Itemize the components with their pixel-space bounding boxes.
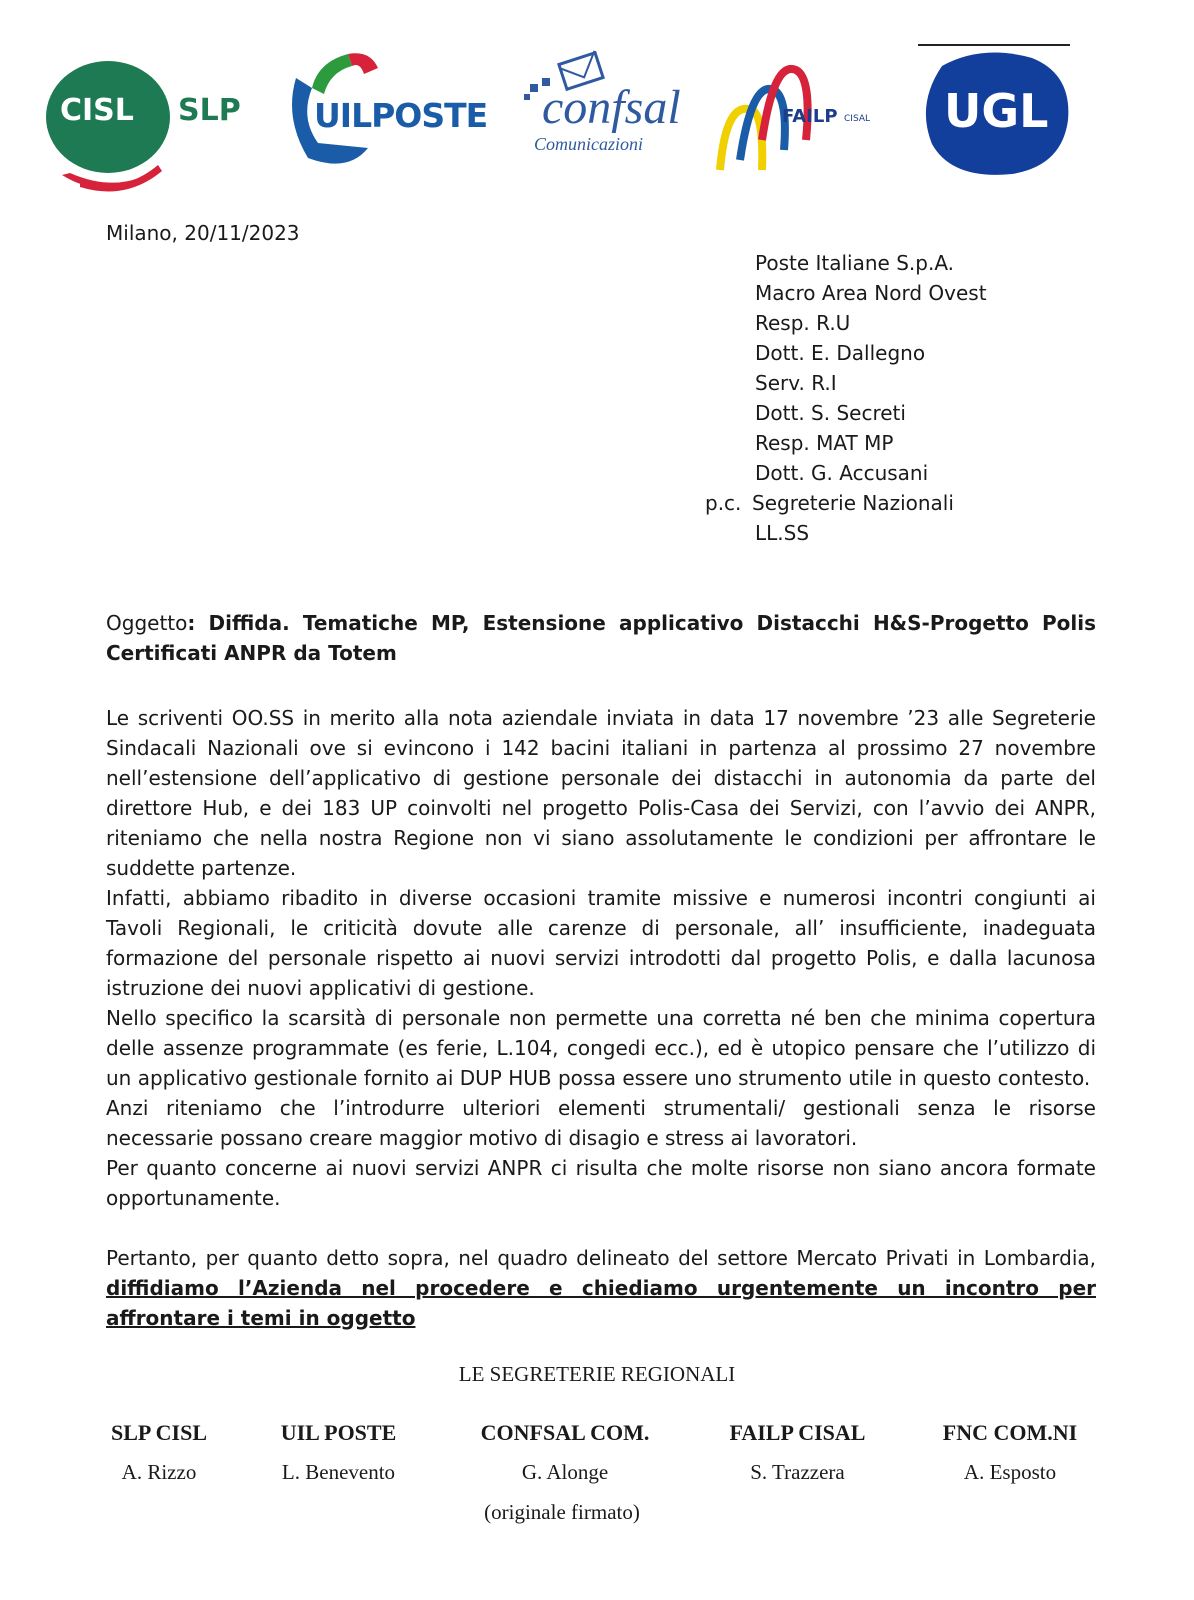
cisal-small-text: CISAL xyxy=(844,114,870,124)
recipient-line: Segreterie Nazionali xyxy=(752,491,954,515)
recipient-line: Dott. G. Accusani xyxy=(755,461,929,485)
recipient-line: Serv. R.I xyxy=(755,371,837,395)
recipient-line: Poste Italiane S.p.A. xyxy=(755,251,955,275)
cc-prefix: p.c. xyxy=(705,491,742,515)
subject-label: Oggetto xyxy=(106,611,188,635)
subject-line xyxy=(106,608,1096,668)
signature-org: UIL POSTE xyxy=(280,1420,397,1445)
signature-failp-cisal xyxy=(710,1420,885,1485)
slp-logo-text: SLP xyxy=(178,93,241,128)
signature-org: CONFSAL COM. xyxy=(480,1420,650,1445)
letter-date: Milano, 20/11/2023 xyxy=(106,221,300,245)
ugl-top-rule xyxy=(918,44,1070,46)
confsal-logo-text: confsal xyxy=(542,81,681,134)
confsal-logo xyxy=(500,48,681,168)
closing-demand: diffidiamo l’Azienda nel procedere e chiediamo urgentemente un incontro per affrontare i temi in oggetto xyxy=(106,1276,1096,1330)
signature-fnc-comni xyxy=(925,1420,1095,1485)
recipient-line: Dott. E. Dallegno xyxy=(755,341,926,365)
closing-intro: Pertanto, per quanto detto sopra, nel quadro delineato del settore Mercato Privati in Lombardia, xyxy=(106,1246,1096,1270)
body-closing-paragraph xyxy=(106,1243,1096,1333)
signature-name: A. Esposto xyxy=(963,1460,1057,1484)
letter-body xyxy=(106,703,1096,1333)
signature-org: FNC COM.NI xyxy=(942,1420,1078,1445)
uilposte-logo-text: UILPOSTE xyxy=(314,96,488,135)
body-paragraph: Anzi riteniamo che l’introdurre ulteriori elementi strumentali/ gestionali senza le risorse necessarie possano creare maggior motivo di disagio e stress ai lavoratori. xyxy=(106,1096,1096,1150)
body-paragraph: Nello specifico la scarsità di personale non permette una corretta né ben che minima copertura delle assenze programmate (es ferie, L.104, congedi ecc.), ed è utopico pensare che l’utilizzo di un applicativo gestionale fornito ai DUP HUB possa essere uno strumento utile in questo contesto. xyxy=(106,1006,1096,1090)
recipient-line: Resp. MAT MP xyxy=(755,431,894,455)
signature-org: SLP CISL xyxy=(111,1420,207,1445)
body-paragraph: Per quanto concerne ai nuovi servizi ANPR ci risulta che molte risorse non siano ancora formate opportunamente. xyxy=(106,1156,1096,1210)
uilposte-logo xyxy=(278,48,488,168)
recipient-line: Dott. S. Secreti xyxy=(755,401,906,425)
recipient-line: Macro Area Nord Ovest xyxy=(755,281,987,305)
ugl-logo-text: UGL xyxy=(944,84,1049,138)
signature-name: L. Benevento xyxy=(281,1460,396,1484)
body-paragraph: Infatti, abbiamo ribadito in diverse occasioni tramite missive e numerosi incontri congiunti ai Tavoli Regionali, le criticità dovute alle carenze di personale, all’ insufficiente, inadeguata formazione del personale rispetto ai nuovi servizi introdotti dal progetto Polis, e dalla lacunosa istruzione dei nuovi applicativi di gestione. xyxy=(106,886,1096,1000)
cisl-slp-logo xyxy=(40,55,255,195)
body-paragraph: Le scriventi OO.SS in merito alla nota aziendale inviata in data 17 novembre ’23 alle Segreterie Sindacali Nazionali ove si evincono i 142 bacini italiani in partenza al prossimo 27 novembre nell’estensione dell’applicativo di gestione personale dei distacchi in autonomia da parte del direttore Hub, e dei 183 UP coinvolti nel progetto Polis-Casa dei Servizi, con l’avvio dei ANPR, riteniamo che nella nostra Regione non vi siano assolutamente le condizioni per affrontare le suddette partenze. xyxy=(106,706,1096,880)
signature-name: S. Trazzera xyxy=(750,1460,845,1484)
ugl-logo xyxy=(922,44,1072,180)
recipient-line: LL.SS xyxy=(755,521,810,545)
signed-original-note: (originale firmato) xyxy=(484,1500,640,1524)
signatures-heading: LE SEGRETERIE REGIONALI xyxy=(458,1362,736,1386)
failp-logo-text: FAILP xyxy=(782,106,838,127)
subject-text: : Diffida. Tematiche MP, Estensione applicativo Distacchi H&S-Progetto Polis Certificati ANPR da Totem xyxy=(106,611,1096,665)
failp-cisal-logo xyxy=(712,50,892,180)
cisl-logo-text: CISL xyxy=(60,93,134,128)
header-logos xyxy=(0,0,1194,210)
confsal-sub-text: Comunicazioni xyxy=(534,134,644,154)
signature-org: FAILP CISAL xyxy=(729,1420,866,1445)
recipient-line: Resp. R.U xyxy=(755,311,851,335)
signature-uil-poste xyxy=(256,1420,421,1485)
signature-slp-cisl xyxy=(84,1420,234,1485)
signature-name: A. Rizzo xyxy=(121,1460,197,1484)
signature-name: G. Alonge xyxy=(521,1460,609,1484)
signature-confsal-com xyxy=(455,1420,675,1485)
